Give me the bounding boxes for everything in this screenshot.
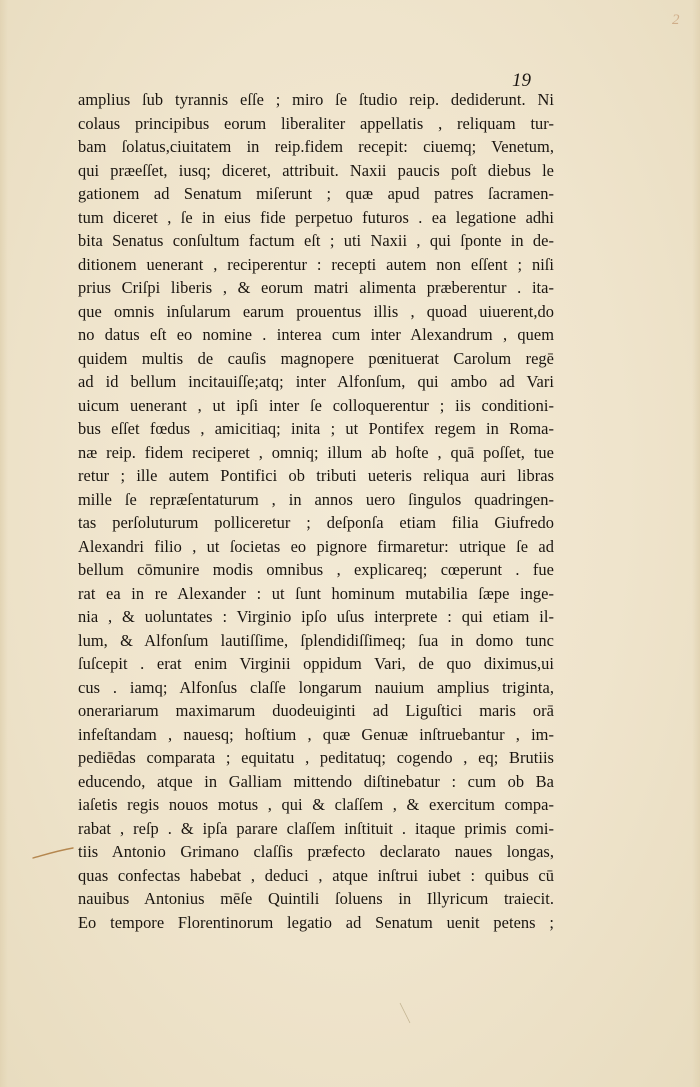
- text-line: lum, & Alfonſum lautiſſime, ſplendidiſſimeq; ſua in domo tunc: [78, 630, 554, 650]
- text-line: bus eſſet fœdus , amicitiaq; inita ; ut Pontifex regem in Roma-: [78, 419, 554, 438]
- text-line: quidem multis de cauſis magnopere pœnituerat Carolum regē: [78, 348, 554, 368]
- text-line: quas confectas habebat , deduci , atque inſtrui iubet : quibus cū: [78, 865, 554, 885]
- text-line: ſuſcepit . erat enim Virginii oppidum Vari, de quo diximus,ui: [78, 654, 554, 673]
- text-line: ditionem uenerant , reciperentur : recepti autem non eſſent ; niſi: [78, 254, 554, 274]
- folio-number: 19: [512, 70, 531, 91]
- text-line: colaus principibus eorum liberaliter appellatis , reliquam tur-: [78, 113, 554, 133]
- text-line: onerariarum maximarum duodeuiginti ad Liguſtici maris orā: [78, 701, 554, 720]
- text-line: retur ; ille autem Pontifici ob tributi ueteris reliqua auri libras: [78, 466, 554, 485]
- text-line: tum diceret , ſe in eius fide perpetuo futuros . ea legatione adhi: [78, 207, 554, 227]
- text-line: educendo, atque in Galliam mittendo diſtinebatur : cum ob Ba: [78, 771, 554, 791]
- body-text: [78, 88, 554, 934]
- text-line: prius Criſpi liberis , & eorum matri alimenta præberentur . ita-: [78, 278, 554, 297]
- text-line: gationem ad Senatum miſerunt ; quæ apud patres ſacramen-: [78, 184, 554, 203]
- page-edge-right: [692, 0, 700, 1087]
- page-edge-left: [0, 0, 8, 1087]
- text-line: que omnis inſularum earum prouentus illis , quoad uiuerent,do: [78, 301, 554, 321]
- text-line: næ reip. fidem reciperet , omniq; illum ab hoſte , quā poſſet, tue: [78, 442, 554, 462]
- text-line: rat ea in re Alexander : ut ſunt hominum mutabilia ſæpe inge-: [78, 583, 554, 603]
- text-line: nia , & uoluntates : Virginio ipſo uſus interprete : qui etiam il-: [78, 607, 554, 626]
- text-line: uicum uenerant , ut ipſi inter ſe colloquerentur ; iis conditioni-: [78, 395, 554, 415]
- text-line: amplius ſub tyrannis eſſe ; miro ſe ſtudio reip. dediderunt. Ni: [78, 90, 554, 109]
- text-line: rabat , reſp . & ipſa parare claſſem inſtituit . itaque primis comi-: [78, 818, 554, 838]
- text-line: Eo tempore Florentinorum legatio ad Senatum uenit petens ;: [78, 912, 554, 932]
- text-line: no datus eſt eo nomine . interea cum inter Alexandrum , quem: [78, 325, 554, 344]
- text-line: bam ſolatus,ciuitatem in reip.fidem recepit: ciuemq; Venetum,: [78, 137, 554, 156]
- text-line: pediēdas comparata ; equitatu , peditatuq; cogendo , eq; Brutiis: [78, 748, 554, 767]
- text-line: tas perſoluturum polliceretur ; deſponſa etiam filia Giufredo: [78, 513, 554, 532]
- text-line: cus . iamq; Alfonſus claſſe longarum nauium amplius triginta,: [78, 677, 554, 697]
- center-tick-mark: [398, 1002, 412, 1024]
- text-line: nauibus Antonius mēſe Quintili ſoluens in Illyricum traiecit.: [78, 889, 554, 908]
- text-line: tiis Antonio Grimano claſſis præfecto declarato naues longas,: [78, 842, 554, 861]
- marginal-pen-stroke: [32, 846, 74, 860]
- text-line: iaſetis regis nouos motus , qui & claſſem , & exercitum compa-: [78, 795, 554, 814]
- text-line: ad id bellum incitauiſſe;atq; inter Alfonſum, qui ambo ad Vari: [78, 372, 554, 391]
- text-line: bita Senatus conſultum factum eſt ; uti Naxii , qui ſponte in de-: [78, 231, 554, 250]
- text-line: Alexandri filio , ut ſocietas eo pignore firmaretur: utrique ſe ad: [78, 536, 554, 556]
- text-line: qui præeſſet, iusq; diceret, attribuit. Naxii paucis poſt diebus le: [78, 160, 554, 180]
- text-line: infeſtandam , nauesq; hoſtium , quæ Genuæ inſtruebantur , im-: [78, 724, 554, 744]
- text-line: bellum cōmunire modis omnibus , explicareq; cœperunt . fue: [78, 560, 554, 579]
- text-line: mille ſe repræſentaturum , in annos uero ſingulos quadringen-: [78, 489, 554, 509]
- pencil-annotation: 2: [672, 12, 680, 28]
